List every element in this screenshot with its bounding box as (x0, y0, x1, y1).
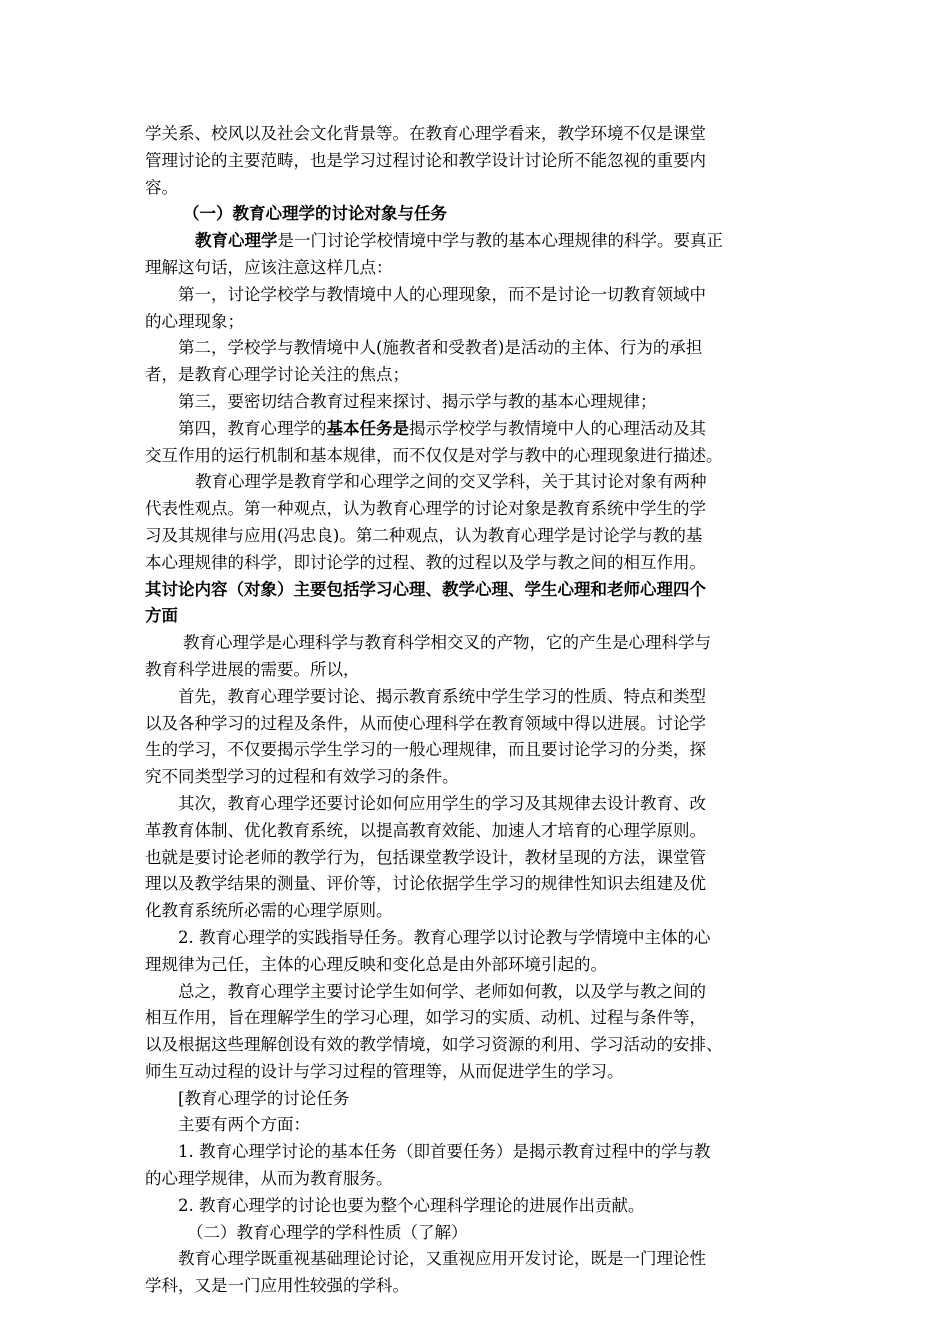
text-line: 教育科学进展的需要。所以， (145, 659, 360, 679)
text-line: 学科，又是一门应用性较强的学科。 (145, 1276, 409, 1296)
text-line: 交互作用的运行机制和基本规律，而不仅仅是对学与教中的心理现象进行描述。 (145, 445, 723, 465)
bold-term: 基本任务是 (326, 418, 409, 438)
text-line: 第一，讨论学校学与教情境中人的心理现象，而不是讨论一切教育领域中 (178, 284, 706, 304)
definition-line (145, 228, 805, 255)
text-line (145, 416, 805, 443)
text-line: 理规律为己任，主体的心理反映和变化总是由外部环境引起的。 (145, 954, 607, 974)
text-line: 容。 (145, 177, 178, 197)
text-line: 以及根据这些理解创设有效的教学情境，如学习资源的利用、学习活动的安排、 (145, 1035, 723, 1055)
text-line: 究不同类型学习的过程和有效学习的条件。 (145, 767, 459, 787)
text-line: 主要有两个方面： (178, 1115, 310, 1135)
section-heading: （一）教育心理学的讨论对象与任务 (183, 204, 447, 224)
text-line: 的心理学规律，从而为教育服务。 (145, 1169, 393, 1189)
text-line: 革教育体制、优化教育系统，以提高教育效能、加速人才培育的心理学原则。 (145, 820, 706, 840)
text-span: 是一门讨论学校情境中学与教的基本心理规律的科学。要真正 (277, 231, 723, 251)
document-body (145, 121, 805, 1300)
text-line: 总之，教育心理学主要讨论学生如何学、老师如何教，以及学与教之间的 (178, 981, 706, 1001)
bold-line: 方面 (145, 606, 178, 626)
bold-line: 其讨论内容（对象）主要包括学习心理、教学心理、学生心理和老师心理四个 (145, 579, 706, 599)
text-line: 以及各种学习的过程及条件，从而使心理科学在教育领域中得以进展。讨论学 (145, 713, 706, 733)
text-line: 习及其规律与应用(冯忠良)。第二种观点，认为教育心理学是讨论学与教的基 (145, 525, 703, 545)
text-span: 第四，教育心理学的 (178, 418, 327, 438)
text-line: 理解这句话，应该注意这样几点： (145, 257, 393, 277)
text-line: 首先，教育心理学要讨论、揭示教育系统中学生学习的性质、特点和类型 (178, 686, 706, 706)
text-line: 化教育系统所必需的心理学原则。 (145, 901, 393, 921)
text-line: [教育心理学的讨论任务 (178, 1088, 350, 1108)
text-line: 教育心理学是心理科学与教育科学相交叉的产物，它的产生是心理科学与 (183, 633, 711, 653)
text-line: 教育心理学既重视基础理论讨论，又重视应用开发讨论，既是一门理论性 (178, 1249, 706, 1269)
text-line: 的心理现象； (145, 311, 244, 331)
text-line: 学关系、校风以及社会文化背景等。在教育心理学看来，教学环境不仅是课堂 (145, 124, 706, 143)
text-line: 本心理规律的科学，即讨论学的过程、教的过程以及学与教之间的相互作用。 (145, 552, 706, 572)
bold-term: 教育心理学 (195, 231, 278, 251)
text-line: 2. 教育心理学的讨论也要为整个心理科学理论的进展作出贡献。 (178, 1195, 645, 1215)
text-line: 管理讨论的主要范畴，也是学习过程讨论和教学设计讨论所不能忽视的重要内 (145, 150, 706, 170)
text-line: 代表性观点。第一种观点，认为教育心理学的讨论对象是教育系统中学生的学 (145, 499, 706, 519)
text-line: 1. 教育心理学讨论的基本任务（即首要任务）是揭示教育过程中的学与教 (178, 1142, 711, 1162)
text-line: 第三，要密切结合教育过程来探讨、揭示学与教的基本心理规律； (178, 391, 657, 411)
text-line: 理以及教学结果的测量、评价等，讨论依据学生学习的规律性知识去组建及优 (145, 874, 706, 894)
text-line: 第二，学校学与教情境中人(施教者和受教者)是活动的主体、行为的承担 (178, 338, 703, 358)
text-line: 者，是教育心理学讨论关注的焦点； (145, 365, 409, 385)
text-line: 生的学习，不仅要揭示学生学习的一般心理规律，而且要讨论学习的分类，探 (145, 740, 706, 760)
text-span: 揭示学校学与教情境中人的心理活动及其 (409, 418, 706, 438)
text-line: 其次，教育心理学还要讨论如何应用学生的学习及其规律去设计教育、改 (178, 793, 706, 813)
text-line: 也就是要讨论老师的教学行为，包括课堂教学设计，教材呈现的方法，课堂管 (145, 847, 706, 867)
text-line: 2. 教育心理学的实践指导任务。教育心理学以讨论教与学情境中主体的心 (178, 927, 711, 947)
text-line: 师生互动过程的设计与学习过程的管理等，从而促进学生的学习。 (145, 1061, 624, 1081)
text-line: 教育心理学是教育学和心理学之间的交叉学科，关于其讨论对象有两种 (195, 472, 707, 492)
section-heading: （二）教育心理学的学科性质（了解） (187, 1222, 468, 1242)
text-line: 相互作用，旨在理解学生的学习心理，如学习的实质、动机、过程与条件等， (145, 1008, 706, 1028)
